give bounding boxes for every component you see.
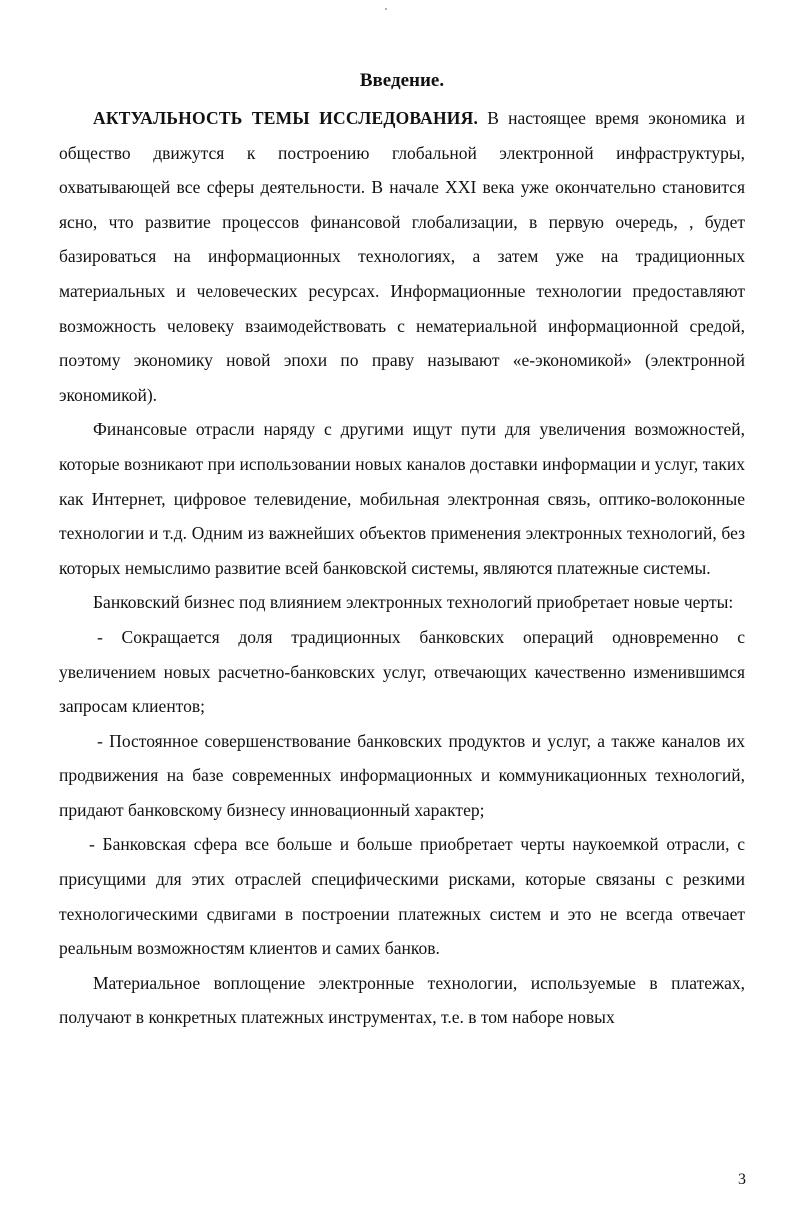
list-item-traditional-operations: - Сокращается доля традиционных банковских операций одновременно с увеличением новых расчетно-банковских услуг, отвечающих качественно изменившимся запросам клиентов; <box>59 626 745 717</box>
scan-speck <box>385 8 387 10</box>
paragraph-banking-business: Банковский бизнес под влиянием электронных технологий приобретает новые черты: <box>93 592 734 613</box>
section-title: Введение. <box>359 70 445 91</box>
list-item-science-intensive: - Банковская сфера все больше и больше приобретает черты наукоемкой отрасли, с присущими для этих отраслей специфическими рисками, которые связаны с резкими технологическими сдвигами в построении платежных систем и это не всегда отвечает реальным возможностям клиентов и самих банков. <box>59 834 745 959</box>
relevance-heading: АКТУАЛЬНОСТЬ ТЕМЫ ИССЛЕДОВАНИЯ. <box>93 108 479 128</box>
relevance-text: В настоящее время экономика и общество движутся к построению глобальной электронной инфраструктуры, охватывающей все сферы деятельности. В начале XXI века уже окончательно становится ясно, что развитие процессов финансовой глобализации, в первую очередь, , будет базироваться на информационных технологиях, а затем уже на традиционных материальных и человеческих ресурсах. Информационные технологии предоставляют возможность человеку взаимодействовать с нематериальной информационной средой, поэтому экономику новой эпохи по праву называют «е-экономикой» (электронной экономикой). <box>59 108 745 405</box>
paragraph-relevance <box>59 101 745 412</box>
page-number: 3 <box>738 1171 746 1188</box>
paragraph-material-embodiment: Материальное воплощение электронные технологии, используемые в платежах, получают в конкретных платежных инструментах, т.е. в том наборе новых <box>59 972 745 1028</box>
document-page <box>59 62 745 1035</box>
list-item-product-improvement: - Постоянное совершенствование банковских продуктов и услуг, а также каналов их продвижения на базе современных информационных и коммуникационных технологий, придают банковскому бизнесу инновационный характер; <box>59 730 745 820</box>
paragraph-financial-sectors: Финансовые отрасли наряду с другими ищут пути для увеличения возможностей, которые возникают при использовании новых каналов доставки информации и услуг, таких как Интернет, цифровое телевидение, мобильная электронная связь, оптико-волоконные технологии и т.д. Одним из важнейших объектов применения электронных технологий, без которых немыслимо развитие всей банковской системы, являются платежные системы. <box>59 419 745 578</box>
